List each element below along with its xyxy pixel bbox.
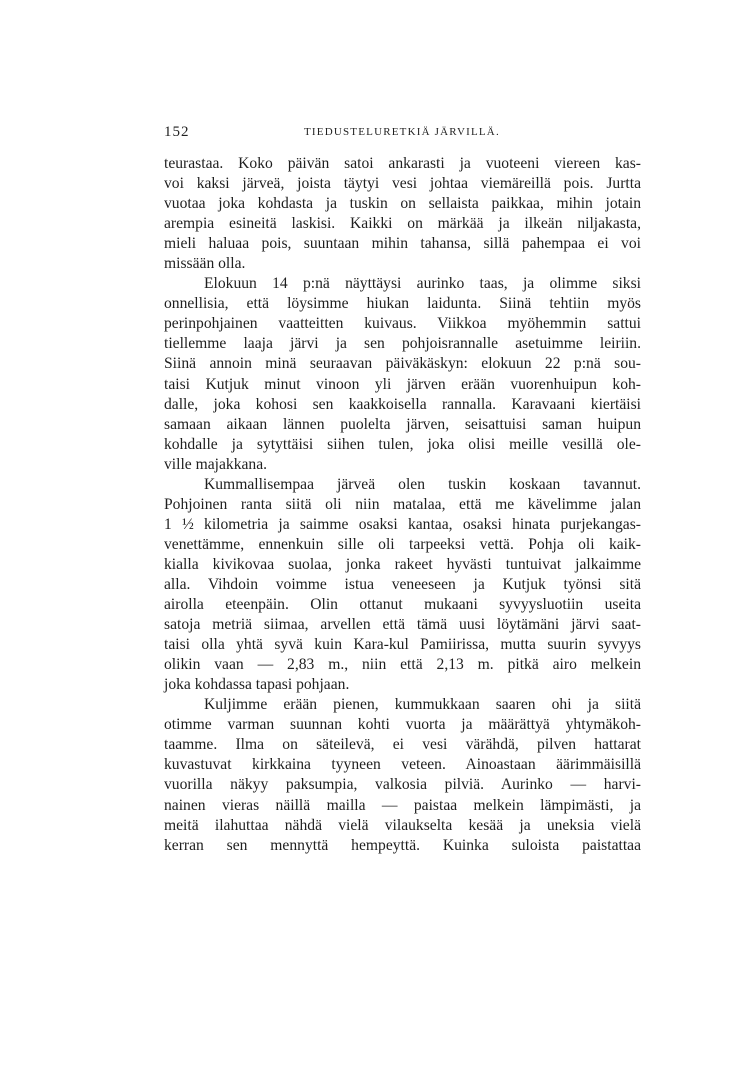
text-line: perinpohjainen vaatteitten kuivaus. Viikkoa myöhemmin sattui <box>164 315 641 333</box>
text-line: Kummallisempaa järveä olen tuskin koskaan tavannut. <box>204 475 641 493</box>
text-line: onnellisia, että löysimme hiukan laidunta. Siinä tehtiin myös <box>164 295 641 313</box>
text-line: voi kaksi järveä, joista täytyi vesi johtaa viemäreillä pois. Jurtta <box>164 175 641 193</box>
text-line: missään olla. <box>164 255 246 273</box>
text-line: airolla eteenpäin. Olin ottanut mukaani syvyysluotiin useita <box>164 596 641 614</box>
text-line: nainen vieras näillä mailla — paistaa melkein lämpimästi, ja <box>164 796 641 814</box>
text-line: arempia esineitä laskisi. Kaikki on märkää ja ilkeän niljakasta, <box>164 215 641 233</box>
text-line: tiellemme laaja järvi ja sen pohjoisrannalle asetuimme leiriin. <box>164 335 641 353</box>
text-line: Pohjoinen ranta siitä oli niin matalaa, että me kävelimme jalan <box>164 495 641 513</box>
text-line: samaan aikaan lännen puolelta järven, seisattuisi saman huipun <box>164 415 641 433</box>
text-line: 1 ½ kilometria ja saimme osaksi kantaa, osaksi hinata purjekangas- <box>164 515 641 533</box>
text-line: kuvastuvat kirkkaina tyyneen veteen. Ainoastaan äärimmäisillä <box>164 756 641 774</box>
text-line: taamme. Ilma on säteilevä, ei vesi värähdä, pilven hattarat <box>164 736 641 754</box>
text-line: Siinä annoin minä seuraavan päiväkäskyn: elokuun 22 p:nä sou- <box>164 355 641 373</box>
paragraph <box>164 695 641 855</box>
text-line: joka kohdassa tapasi pohjaan. <box>164 676 350 694</box>
text-line: olikin vaan — 2,83 m., niin että 2,13 m. pitkä airo melkein <box>164 656 641 674</box>
paragraph <box>164 274 641 474</box>
text-line: mieli haluaa pois, suuntaan mihin tahansa, sillä pahempaa ei voi <box>164 235 641 253</box>
text-line: kialla kivikovaa suolaa, jonka rakeet hyvästi tuntuivat jalkaimme <box>164 555 641 573</box>
text-line: taisi olla yhtä syvä kuin Kara-kul Pamiirissa, mutta suurin syvyys <box>164 636 641 654</box>
text-line: kerran sen mennyttä hempeyttä. Kuinka suloista paistattaa <box>164 836 641 854</box>
text-line: ville majakkana. <box>164 455 268 473</box>
running-title: TIEDUSTELURETKIÄ JÄRVILLÄ. <box>304 126 500 138</box>
text-line: venettämme, ennenkuin sille oli tarpeeksi vettä. Pohja oli kaik- <box>164 535 641 553</box>
text-line: vuorilla näkyy paksumpia, valkosia pilviä. Aurinko — harvi- <box>164 776 641 794</box>
page-number: 152 <box>164 124 190 140</box>
page-header <box>164 124 640 144</box>
text-line: alla. Vihdoin voimme istua veneeseen ja Kutjuk työnsi sitä <box>164 575 641 593</box>
body-text <box>164 154 641 856</box>
paragraph <box>164 154 641 274</box>
paragraph <box>164 475 641 696</box>
text-line: otimme varman suunnan kohti vuorta ja määrättyä yhtymäkoh- <box>164 716 641 734</box>
text-line: meitä ilahuttaa nähdä vielä vilaukselta kesää ja uneksia vielä <box>164 816 641 834</box>
text-line: dalle, joka kohosi sen kaakkoisella rannalla. Karavaani kiertäisi <box>164 395 641 413</box>
text-line: taisi Kutjuk minut vinoon yli järven erään vuorenhuipun koh- <box>164 375 641 393</box>
text-line: satoja metriä siimaa, arvellen että tämä uusi löytämäni järvi saat- <box>164 616 641 634</box>
text-line: teurastaa. Koko päivän satoi ankarasti ja vuoteeni viereen kas- <box>164 155 641 172</box>
text-line: kohdalle ja sytyttäisi siihen tulen, joka olisi meille vesillä ole- <box>164 435 641 453</box>
text-line: vuotaa joka kohdasta ja tuskin on sellaista paikkaa, mihin jotain <box>164 195 641 213</box>
text-line: Elokuun 14 p:nä näyttäysi aurinko taas, ja olimme siksi <box>204 275 641 293</box>
text-line: Kuljimme erään pienen, kummukkaan saaren ohi ja siitä <box>204 696 641 714</box>
